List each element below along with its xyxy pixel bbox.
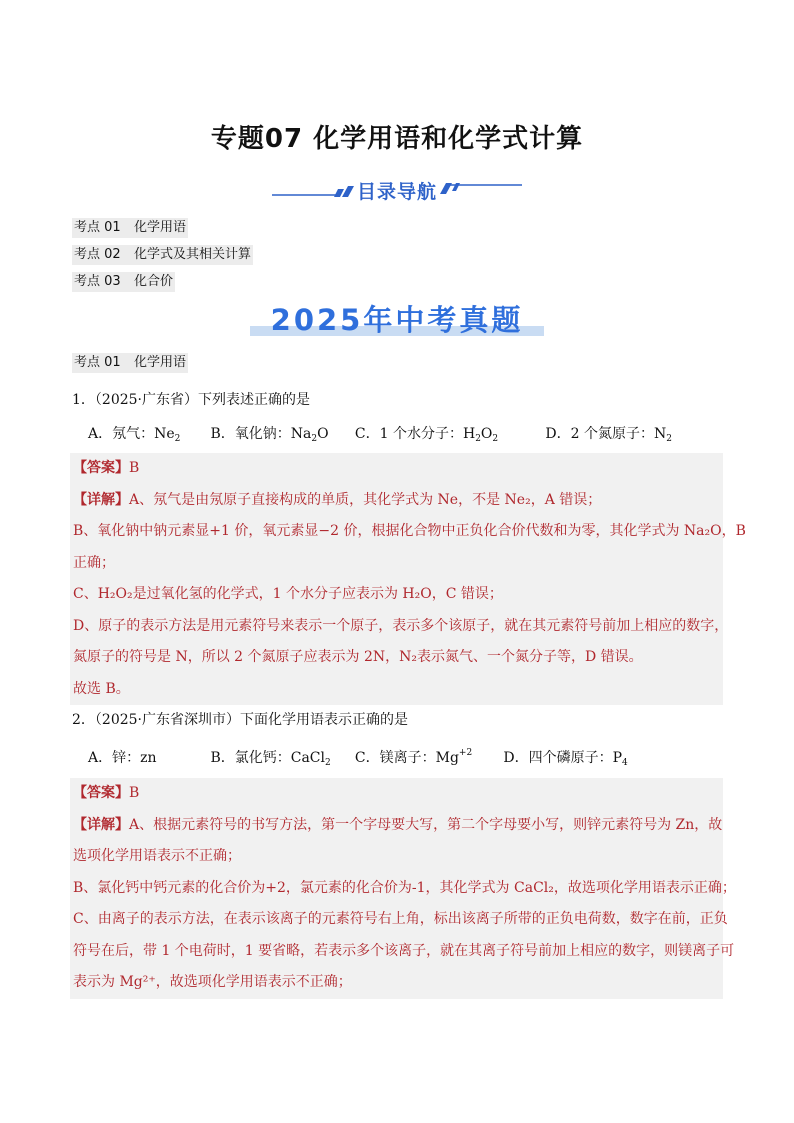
toc-item-number: 考点 03	[74, 274, 121, 289]
detail-line: B、氧化钠中钠元素显+1 价，氧元素显−2 价，根据化合物中正负化合价代数和为零，其化学式为 Na₂O，B	[73, 523, 746, 539]
toc-item-number: 考点 02	[74, 247, 121, 262]
option-b: B．氧化钠：Na	[210, 426, 312, 442]
option-a: A．氖气：Ne	[88, 426, 175, 442]
question-1-stem: 1．（2025·广东省）下列表述正确的是	[72, 392, 310, 408]
detail-tag: 【详解】	[73, 816, 129, 833]
option-b-tail: O	[317, 426, 329, 442]
detail-line	[70, 485, 723, 517]
section-label: 化学用语	[134, 355, 187, 370]
year-banner	[250, 300, 544, 340]
option-c-tail: O	[480, 426, 493, 442]
detail-tag: 【详解】	[73, 491, 129, 508]
detail-line: 氮原子的符号是 N，所以 2 个氮原子应表示为 2N，N₂表示氮气、一个氮分子等，D 错误。	[73, 649, 643, 665]
option-a: A．锌：zn	[88, 750, 157, 766]
answer-line	[70, 453, 723, 485]
toc-item-2[interactable]	[72, 245, 253, 265]
option-c: C．镁离子：Mg	[354, 750, 459, 766]
detail-line: 符号在后，带 1 个电荷时，1 要省略，若表示多个该离子，就在其离子符号前加上相应的数字，则镁离子可	[73, 942, 735, 959]
question-2-stem: 2．（2025·广东省深圳市）下面化学用语表示正确的是	[72, 712, 408, 728]
answer-line	[70, 778, 723, 810]
detail-line: B、氯化钙中钙元素的化合价为+2，氯元素的化合价为-1，其化学式为 CaCl₂，故选项化学用语表示正确；	[73, 879, 736, 896]
answer-value: B	[129, 460, 140, 476]
option-c: C．1 个水分子：H	[354, 426, 476, 442]
detail-line	[70, 810, 723, 842]
detail-line: D、原子的表示方法是用元素符号来表示一个原子，表示多个该原子，就在其元素符号前加上相应的数字，	[73, 617, 729, 634]
detail-line: C、由离子的表示方法，在表示该离子的元素符号右上角，标出该离子所带的正负电荷数，数字在前，正负	[73, 911, 728, 927]
detail-line: 选项化学用语表示不正确；	[73, 848, 241, 864]
section-heading	[72, 353, 188, 373]
toc-item-label: 化合价	[134, 274, 174, 289]
page-title: 专题07 化学用语和化学式计算	[210, 124, 584, 154]
toc-item-3[interactable]	[72, 272, 175, 292]
section-number: 考点 01	[74, 355, 121, 370]
toc-item-number: 考点 01	[74, 220, 121, 235]
detail-line: C、H₂O₂是过氧化氢的化学式，1 个水分子应表示为 H₂O，C 错误；	[73, 586, 503, 602]
toc-item-label: 化学用语	[134, 220, 187, 235]
option-d: D．四个磷原子：P	[503, 750, 623, 766]
toc-banner-label: 目录导航	[356, 181, 437, 203]
toc-item-label: 化学式及其相关计算	[134, 247, 252, 262]
answer-tag: 【答案】	[73, 785, 129, 801]
answer-value: B	[129, 785, 140, 801]
year-banner-label: 2025年中考真题	[270, 303, 524, 337]
question-1-answer-block	[70, 453, 746, 705]
detail-line: 表示为 Mg²⁺，故选项化学用语表示不正确；	[73, 974, 352, 990]
detail-text: A、氖气是由氖原子直接构成的单质，其化学式为 Ne，不是 Ne₂，A 错误；	[129, 491, 602, 508]
toc-item-1[interactable]	[72, 218, 188, 238]
detail-line: 正确；	[73, 554, 115, 571]
option-d: D．2 个氮原子：N	[545, 426, 667, 442]
option-b: B．氯化钙：CaCl	[210, 750, 325, 766]
question-1-options: A．氖气：$Ne_2$ B．氧化钠：$Na_2O$ C．1 个水分子：$H_2O_2$ D．2 个氮原子：$N_2$	[88, 426, 672, 444]
option-c-charge: +2	[458, 748, 473, 758]
detail-text: A、根据元素符号的书写方法，第一个字母要大写，第二个字母要小写，则锌元素符号为 Zn，故	[129, 816, 723, 833]
detail-line: 故选 B。	[73, 680, 130, 697]
toc-banner	[270, 175, 524, 205]
answer-tag: 【答案】	[73, 460, 129, 476]
question-2-answer-block	[70, 778, 736, 999]
question-2-options: A．锌：zn B．氯化钙：CaCl$_2$ C．镁离子：$Mg^{+2}$ D．四个磷原子：$P_4$	[88, 748, 628, 768]
